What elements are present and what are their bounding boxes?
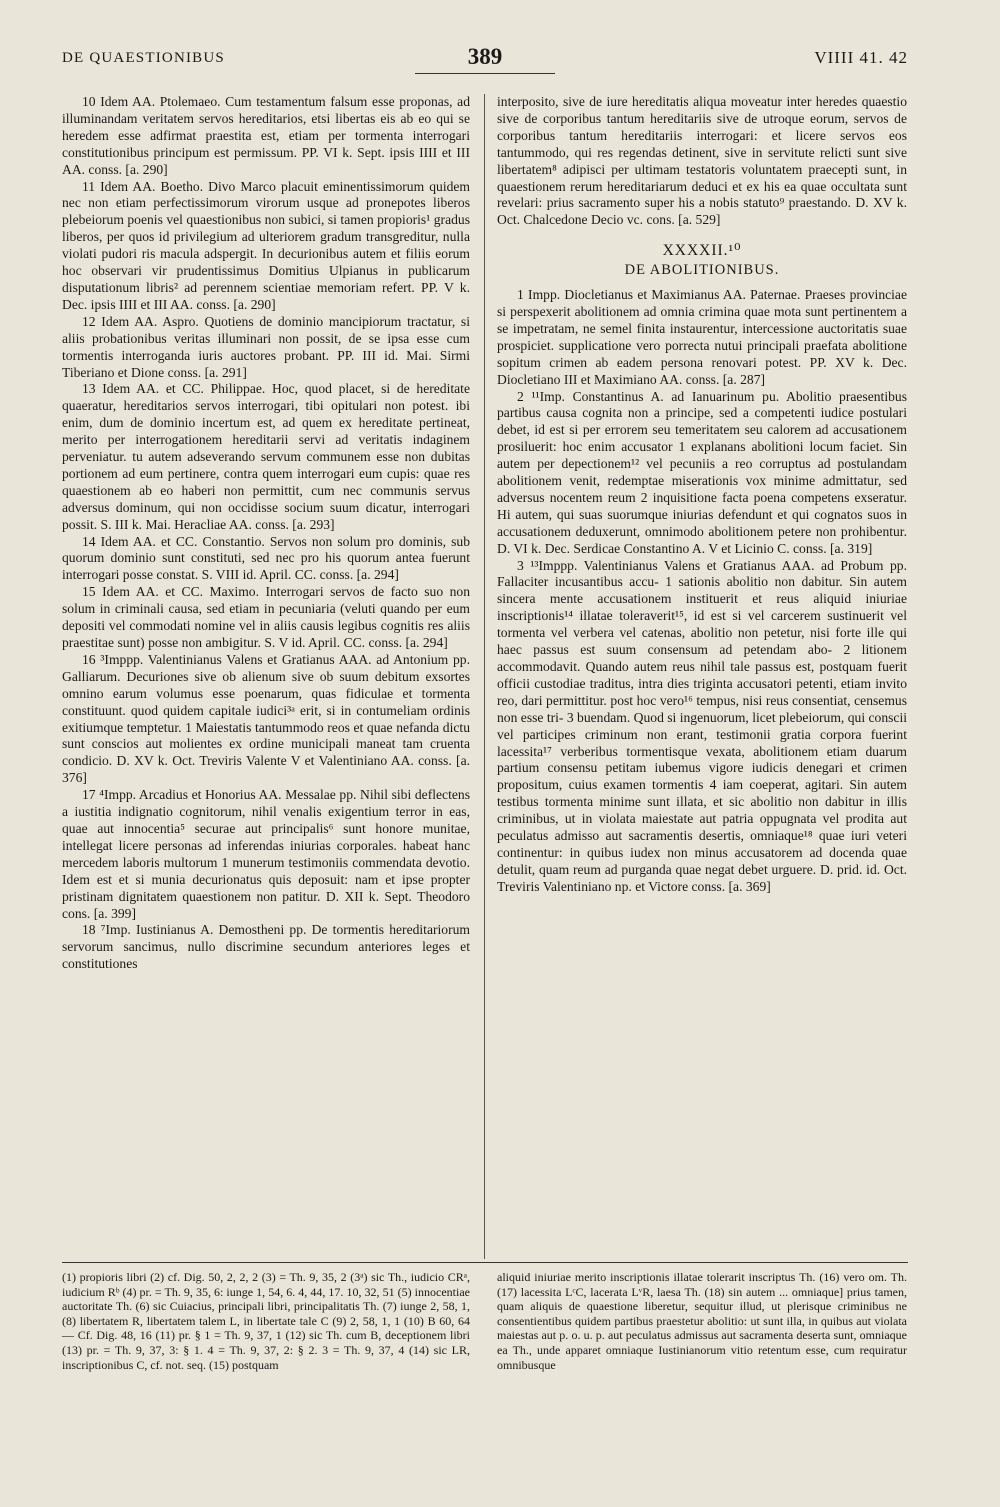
page-number: 389 [467, 44, 503, 69]
law-paragraph: 1 Impp. Diocletianus et Maximianus AA. Paternae. Praeses provinciae si perspexerit abolitionem ad omnia crimina quae mota sunt pertinentem a se impetratam, ne semel finita instaurentur, intercessione auctoritatis suae prospiciet. supplicatione vero porrecta nutui principali praefata abolitione sopitum crimen ab eadem persona renovari potest. PP. XV k. Dec. Diocletiano III et Maximiano AA. conss. [a. 287] [497, 287, 907, 387]
law-paragraph: 14 Idem AA. et CC. Constantio. Servos non solum pro dominis, sub quorum dominio sunt constituti, sed nec pro his quorum antea fuerunt interrogari posse constat. S. VIII id. April. CC. conss. [a. 294] [62, 533, 470, 583]
law-paragraph: 3 ¹³Imppp. Valentinianus Valens et Gratianus AAA. ad Probum pp. Fallaciter incusantibus accu- 1 sationis abolitio non dabitur. Sin autem sincera mente accusationem instituerit et reus aliquid iniuriae inscriptionis¹⁴ illatae toleraverit¹⁵, id est si vel carcerem sustinuerit vel tormenta vel verbera vel catenas, abolitio non petetur, nisi forte ille qui haec passus est suum consensum ad petendam abo- 2 litionem accommodavit. Quando autem reus nihil tale passus est, postquam fuerit officii custodiae traditus, intra dies triginta accusatori petenti, etiam invito reo, dari permittitur. post hoc vero¹⁶ tempus, nisi reus consentiat, censemus non esse tri- 3 buendam. Quod si ingenuorum, licet plebeiorum, qui conscii vel participes criminum non erant, testimonii gratia corpora fuerint lacessita¹⁷ verberibus tormentisque vexata, abolitionem etiam duarum partium consensu petitam iubemus vigore iudicis denegari et crimen propositum, cuius examen tormentis 4 iam coeperat, agitari. Sin autem testibus tormenta minime sunt illata, et sic abolitio non dabitur in illis criminibus, ut in violata maiestate aut patria oppugnata vel prodita aut peculatus admisso aut sacramentis desertis, omniaque¹⁸ quae iuri veteri continentur: in quibus iudex non minus accusatorem ad docenda quae detulit, quam reum ad purganda quae negat debet urguere. D. prid. id. Oct. Treviris Valentiniano np. et Victore conss. [a. 369] [497, 557, 907, 894]
law-paragraph: 2 ¹¹Imp. Constantinus A. ad Ianuarinum pu. Abolitio praesentibus partibus causa cognita non a principe, sed a competenti iudice postulari debet, id est si per errorem seu temeritatem seu calorem ad accusationem prosiluerit: hoc enim accusator 1 explanans abolitioni locum faciet. Sin autem per depectionem¹² vel pecuniis a reo corruptus ad postulandam abolitionem venit, redemptae miserationis vox minime admittatur, sed adversus nocentem reum 2 inquisitione facta poena competens exseratur. Hi autem, qui suas suorumque iniurias defendunt et qui cognatos suos in accusationem deduxerunt, omnimodo abolitionem petere non prohibentur. D. VI k. Dec. Serdicae Constantino A. V et Licinio C. conss. [a. 319] [497, 388, 907, 556]
footnotes-right [497, 1270, 907, 1372]
footnote-text: (1) propioris libri (2) cf. Dig. 50, 2, 2, 2 (3) = Th. 9, 35, 2 (3ᵃ) sic Th., iudicio CRᵃ, iudicium Rᵇ (4) pr. = Th. 9, 35, 6: iunge 1, 54, 6. 4, 44, 17. 10, 32, 51 (5) innocentiae auctoritate Th. (6) sic Cuiacius, principali libri, principalitatis Th. (7) iunge 2, 58, 1, (8) libertatem R, libertatem talem L, in libertate tale C (9) 2, 58, 1, 1 (10) B 60, 64 — Cf. Dig. 48, 16 (11) pr. § 1 = Th. 9, 37, 1 (12) sic Th. cum B, deceptionem libri (13) pr. = Th. 9, 37, 3: § 1. 4 = Th. 9, 37, 2: § 2. 3 = Th. 9, 37, 4 (14) sic LR, inscriptionibus C, cf. not. seq. (15) postquam [62, 1270, 470, 1372]
law-paragraph-continued: interposito, sive de iure hereditatis aliqua moveatur inter heredes quaestio sive de corporibus tantum hereditariis sive de utroque eorum, servos de corporibus tantum hereditariis interrogari: et licere servos eos tantummodo, qui res regendas detinent, sive in servitute relicti sunt sive libertatem⁸ adipisci per ultimam testatoris voluntatem praecepti sunt, in quaestionem rerum hereditariarum deduci et ex his ea quae occultata sunt revelari: prius sacramento super his a nobis statuto⁹ praestando. D. XV k. Oct. Chalcedone Decio vc. cons. [a. 529] [497, 94, 907, 228]
running-title: DE QUAESTIONIBUS [62, 50, 225, 66]
left-column [62, 94, 470, 973]
footnote-separator [62, 1262, 908, 1263]
footnotes-left [62, 1270, 470, 1372]
law-paragraph: 13 Idem AA. et CC. Philippae. Hoc, quod placet, si de hereditate quaeratur, hereditarios servos interrogari, tibi opitulari non potest. ibi enim, dum de dominio incertum est, ad quem ex hereditate pertineat, merito per interrogationem hereditarii servi ad veritatis indaginem perveniatur. tu autem adseverando servum communem esse non dubitas portionem ad eum pertinere, contra quem interrogari eum cupis: quae res quaestionem ab eo haberi non permittit, cum nec communis servus adversus dominum, qui non occidisse socium suum dicatur, interrogari possit. S. III k. Mai. Heracliae AA. conss. [a. 293] [62, 381, 470, 532]
law-paragraph: 16 ³Imppp. Valentinianus Valens et Gratianus AAA. ad Antonium pp. Galliarum. Decuriones sive ob alienum sive ob suum debitum exsortes omnino earum volumus esse poenarum, quas fidiculae et tormenta constituunt. quod quidem capitale iudici³ᵃ erit, si in contumeliam ordinis exitiumque temptetur. 1 Maiestatis tantummodo reos et quae nefanda dictu sunt conscios aut molientes ex ordine municipali maneat tam cruenta condicio. D. XV k. Oct. Treviris Valente V et Valentiniano AA. conss. [a. 376] [62, 651, 470, 786]
law-paragraph: 11 Idem AA. Boetho. Divo Marco placuit eminentissimorum quidem nec non etiam perfectissimorum virorum usque ad pronepotes liberos plebeiorum poenis vel quaestionibus non subici, si tamen propioris¹ gradus liberos, per quos id privilegium ad ulteriorem gradum transgreditur, nulla violati pudori ris macula adspergit. In decurionibus autem et filiis eorum hoc observari vir prudentissimus Domitius Ulpianus in publicarum disputationum libris² ad perennem scientiae memoriam refert. PP. V k. Dec. ipsis IIII et III AA. conss. [a. 290] [62, 178, 470, 312]
law-paragraph: 18 ⁷Imp. Iustinianus A. Demostheni pp. De tormentis hereditariorum servorum sancimus, nullo discrimine secundum anteriores leges et constitutiones [62, 922, 470, 972]
section-number: XXXXII.¹⁰ [662, 242, 742, 260]
right-column [497, 94, 907, 896]
footnote-text: aliquid iniuriae merito inscriptionis illatae tolerarit inscriptus Th. (16) vero om. Th. (17) lacessita LᶜC, lacerata LᵛR, laesa Th. (18) sin autem ... omniaque] prius tamen, quam aliquis de quaestione liberetur, sequitur illud, ut plerisque criminibus ne consentientibus quidem partibus praestetur abolitio: ut sunt illa, in quibus aut violata maiestas aut p. o. u. p. aut peculatus admissus aut sacramenta deserta sunt, omniaque ea Th., unde apparet omniaque Iustinianorum vitio retentum esse, cum requiratur omnibusque [497, 1270, 907, 1372]
law-paragraph: 17 ⁴Impp. Arcadius et Honorius AA. Messalae pp. Nihil sibi deflectens a iustitia indignatio cognitorum, nihil venalis exigentium terror in eas, quae aut innocentia⁵ securae aut principalis⁶ sunt honore munitae, intellegat licere personas ad inferendas iniurias corporales. habeat hanc mercedem laboris multorum 1 munerum testimoniis commendata devotio. Idem est et si munia decurionatus quis deposuit: nam et ipse propter pristinam dignitatem quaestionem non patitur. D. XII k. Sept. Theodoro cons. [a. 399] [62, 787, 470, 921]
section-title: DE ABOLITIONIBUS. [624, 262, 780, 279]
law-paragraph: 12 Idem AA. Aspro. Quotiens de dominio mancipiorum tractatur, si aliis probationibus veritas illuminari non possit, de se ipsa esse cum tormentis interroganda iuris auctores probant. PP. III id. Mai. Sirmi Tiberiano et Dione conss. [a. 291] [62, 313, 470, 380]
header-rule [415, 73, 555, 74]
section-reference: VIIII 41. 42 [814, 48, 908, 67]
law-paragraph: 10 Idem AA. Ptolemaeo. Cum testamentum falsum esse proponas, ad illuminandam veritatem servos hereditarios, etsi libertas eis ab eo qui se heredem esse adfirmat praestita est, etiam per tormenta interrogari constitutionibus principum est permissum. PP. VI k. Sept. ipsis IIII et III AA. conss. [a. 290] [62, 94, 470, 177]
law-paragraph: 15 Idem AA. et CC. Maximo. Interrogari servos de facto suo non solum in criminali causa, sed etiam in pecuniaria (veluti quando per eum depositi vel commodati nomine vel in aliis causis legibus cognitis res aliis praestitae sunt) posse non ambigitur. S. V id. April. CC. conss. [a. 294] [62, 584, 470, 650]
column-divider [484, 94, 485, 1259]
